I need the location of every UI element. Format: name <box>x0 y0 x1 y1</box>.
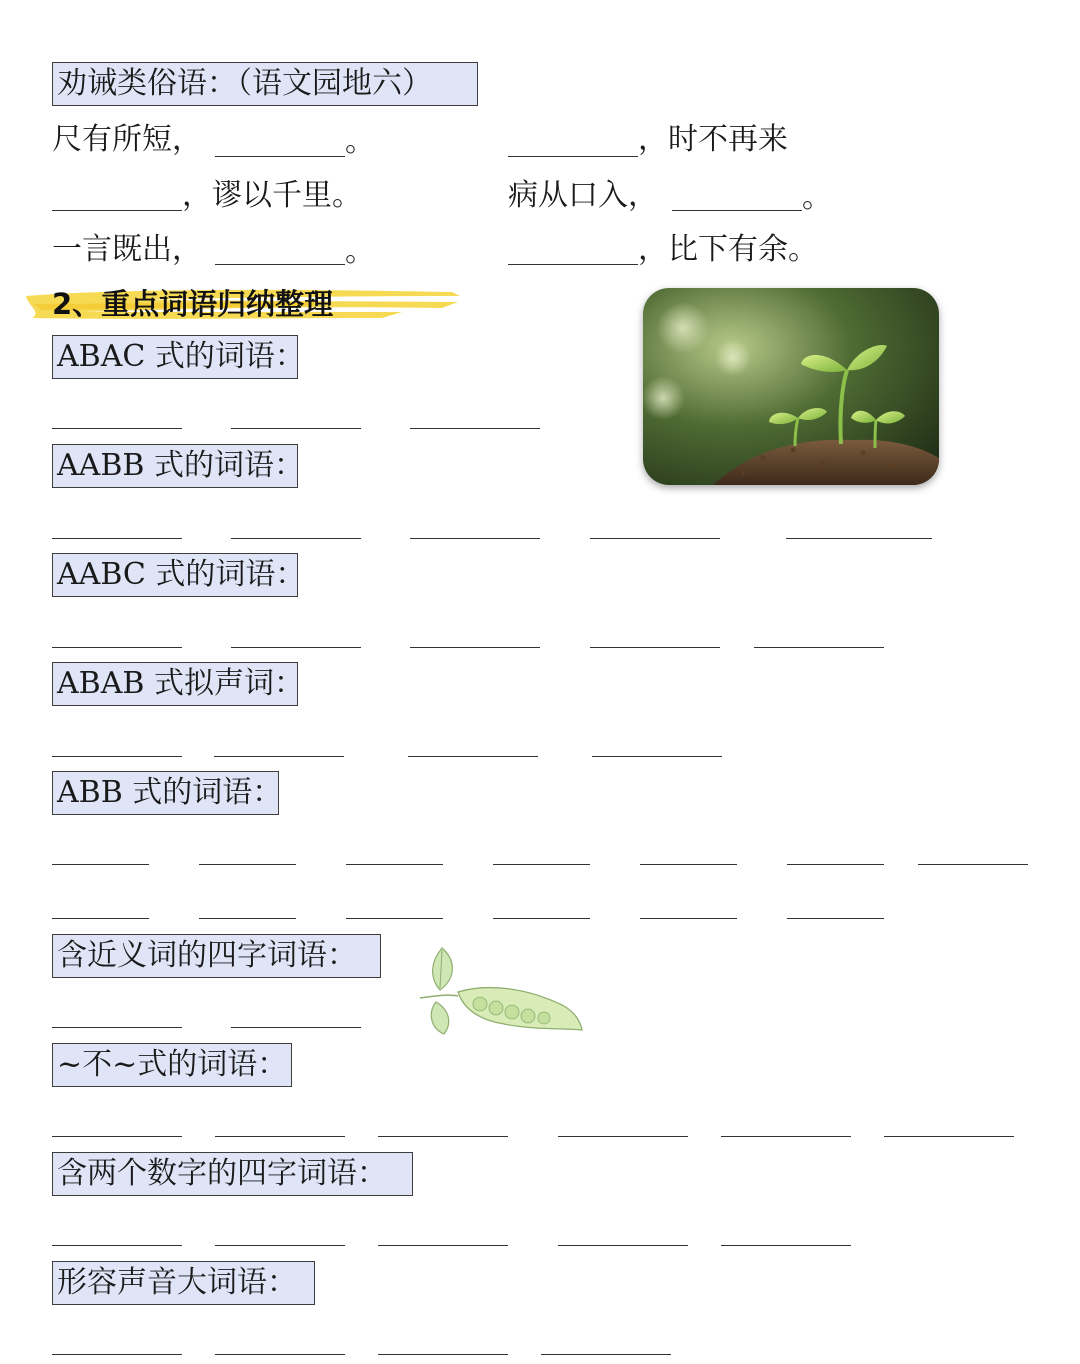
proverb-1-end: 。 <box>345 124 375 159</box>
answer-blank[interactable] <box>378 1245 508 1246</box>
section-2-title <box>22 284 462 324</box>
answer-blank[interactable] <box>721 1136 851 1137</box>
proverb-5-end: 。 <box>345 234 375 269</box>
answer-blank[interactable] <box>721 1245 851 1246</box>
answer-blank[interactable] <box>52 538 182 539</box>
pea-pod-illustration <box>414 940 594 1040</box>
answer-blank[interactable] <box>787 864 884 865</box>
label-abab: ABAB 式拟声词： <box>52 662 298 706</box>
answer-blank[interactable] <box>215 1354 345 1355</box>
proverb-4-blank[interactable] <box>672 210 802 211</box>
section-2-title-text: 2、重点词语归纳整理 <box>52 287 334 321</box>
answer-blank[interactable] <box>52 918 149 919</box>
answer-blank[interactable] <box>346 918 443 919</box>
answer-blank[interactable] <box>199 918 296 919</box>
answer-blank[interactable] <box>590 538 720 539</box>
answer-blank[interactable] <box>493 918 590 919</box>
answer-blank[interactable] <box>410 647 540 648</box>
answer-blank[interactable] <box>558 1245 688 1246</box>
proverb-2-end: ，时不再来 <box>638 122 788 157</box>
answer-blank[interactable] <box>408 756 538 757</box>
proverb-4-start: 病从口入， <box>508 178 658 213</box>
proverb-5-start: 一言既出， <box>52 232 202 267</box>
answer-blank[interactable] <box>640 918 737 919</box>
label-abb: ABB 式的词语： <box>52 771 279 815</box>
proverb-2-blank[interactable] <box>508 156 638 157</box>
answer-blank[interactable] <box>231 1027 361 1028</box>
answer-blank[interactable] <box>918 864 1028 865</box>
label-two-numerals: 含两个数字的四字词语： <box>52 1152 413 1196</box>
proverb-5-blank[interactable] <box>215 264 345 265</box>
proverb-4-end: 。 <box>802 180 832 215</box>
answer-blank[interactable] <box>493 864 590 865</box>
answer-blank[interactable] <box>541 1354 671 1355</box>
proverb-6-blank[interactable] <box>508 264 638 265</box>
proverbs-heading: 劝诫类俗语：（语文园地六） <box>52 62 478 106</box>
proverb-1-blank[interactable] <box>215 156 345 157</box>
answer-blank[interactable] <box>215 1136 345 1137</box>
answer-blank[interactable] <box>346 864 443 865</box>
answer-blank[interactable] <box>787 918 884 919</box>
proverb-1-start: 尺有所短， <box>52 122 202 157</box>
answer-blank[interactable] <box>52 1027 182 1028</box>
answer-blank[interactable] <box>786 538 932 539</box>
answer-blank[interactable] <box>199 864 296 865</box>
answer-blank[interactable] <box>884 1136 1014 1137</box>
answer-blank[interactable] <box>410 538 540 539</box>
proverb-3-end: ，谬以千里。 <box>182 178 362 213</box>
answer-blank[interactable] <box>640 864 737 865</box>
answer-blank[interactable] <box>231 647 361 648</box>
label-aabc: AABC 式的词语： <box>52 553 298 597</box>
proverb-6-end: ，比下有余。 <box>638 232 818 267</box>
answer-blank[interactable] <box>592 756 722 757</box>
answer-blank[interactable] <box>52 647 182 648</box>
answer-blank[interactable] <box>52 1136 182 1137</box>
answer-blank[interactable] <box>378 1354 508 1355</box>
answer-blank[interactable] <box>215 1245 345 1246</box>
answer-blank[interactable] <box>52 1354 182 1355</box>
answer-blank[interactable] <box>754 647 884 648</box>
answer-blank[interactable] <box>378 1136 508 1137</box>
answer-blank[interactable] <box>231 538 361 539</box>
answer-blank[interactable] <box>52 428 182 429</box>
label-bu-pattern: ~不~式的词语： <box>52 1043 292 1087</box>
answer-blank[interactable] <box>52 864 149 865</box>
answer-blank[interactable] <box>558 1136 688 1137</box>
answer-blank[interactable] <box>214 756 344 757</box>
proverb-3-blank[interactable] <box>52 210 182 211</box>
answer-blank[interactable] <box>410 428 540 429</box>
label-loud-sound: 形容声音大词语： <box>52 1261 315 1305</box>
label-near-synonym: 含近义词的四字词语： <box>52 934 381 978</box>
answer-blank[interactable] <box>590 647 720 648</box>
label-abac: ABAC 式的词语： <box>52 335 298 379</box>
answer-blank[interactable] <box>231 428 361 429</box>
label-aabb: AABB 式的词语： <box>52 444 298 488</box>
seedling-photo <box>643 288 939 485</box>
answer-blank[interactable] <box>52 756 182 757</box>
answer-blank[interactable] <box>52 1245 182 1246</box>
